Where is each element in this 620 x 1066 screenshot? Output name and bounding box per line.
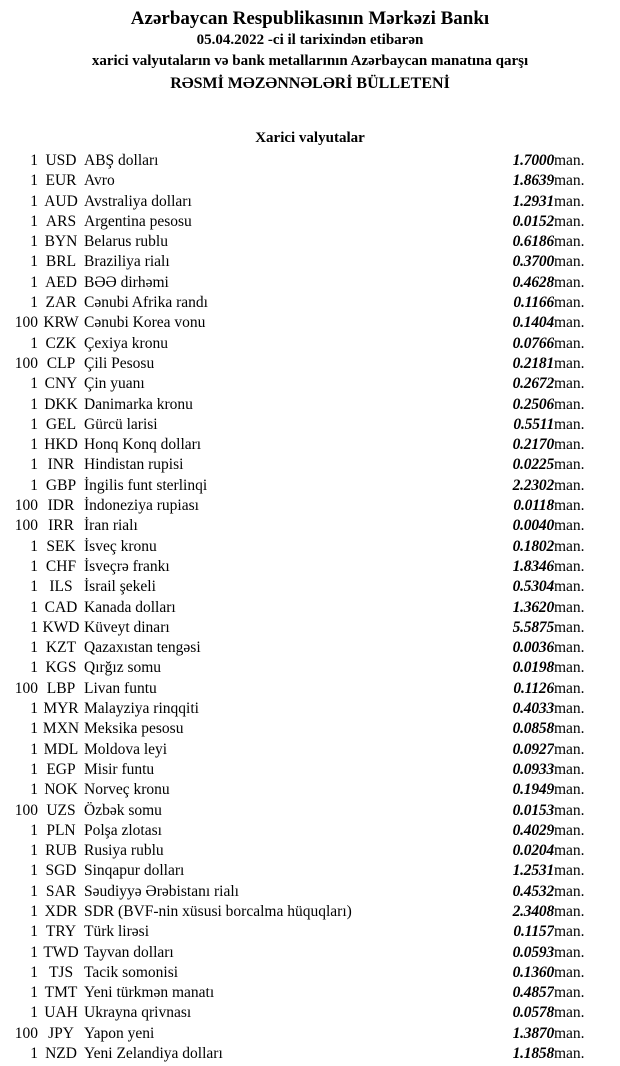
rate-value-cell: 0.4857 <box>512 984 554 1002</box>
currency-name-cell: BƏƏ dirhəmi <box>84 273 169 291</box>
quantity-cell: 100 <box>14 517 38 535</box>
currency-name-cell: Braziliya rialı <box>84 253 170 271</box>
currency-code-cell: INR <box>47 456 75 474</box>
currency-name-cell: Polşa zlotası <box>84 821 162 839</box>
unit-label-cell: man. <box>554 760 585 778</box>
quantity-cell: 1 <box>30 720 38 738</box>
quantity-cell: 1 <box>30 456 38 474</box>
rate-value-cell: 0.0153 <box>512 801 554 819</box>
quantity-cell: 1 <box>30 740 38 758</box>
quantity-cell: 100 <box>14 801 38 819</box>
quantity-cell: 1 <box>30 212 38 230</box>
exchange-rate-row <box>0 171 620 191</box>
currency-code-cell: CNY <box>44 375 78 393</box>
unit-label-cell: man. <box>554 152 585 169</box>
unit-label-cell: man. <box>554 354 585 372</box>
rate-value-cell: 1.7000 <box>512 152 554 169</box>
currency-code-cell: MDL <box>43 740 79 758</box>
unit-label-cell: man. <box>554 314 585 332</box>
bank-name-title: Azərbaycan Respublikasının Mərkəzi Bankı <box>130 8 490 29</box>
currency-name-cell: Livan funtu <box>84 679 157 697</box>
rate-value-cell: 1.3870 <box>512 1024 554 1042</box>
rate-value-cell: 0.0198 <box>512 659 554 677</box>
unit-label-cell: man. <box>554 720 585 738</box>
exchange-rate-row <box>0 658 620 678</box>
exchange-rate-row <box>0 1044 620 1064</box>
currency-name-cell: Danimarka kronu <box>84 395 193 413</box>
currency-name-cell: Qazaxıstan tengəsi <box>84 639 201 657</box>
unit-label-cell: man. <box>554 740 585 758</box>
currency-name-cell: İngilis funt sterlinqi <box>84 476 208 494</box>
exchange-rate-row <box>0 577 620 597</box>
currency-name-cell: Gürcü larisi <box>84 415 158 433</box>
rate-value-cell: 0.0927 <box>512 740 554 758</box>
rate-value-cell: 2.3408 <box>512 902 554 920</box>
exchange-rate-row <box>0 212 620 232</box>
bulletin-subtitle: xarici valyutaların və bank metallarının Azərbaycan manatına qarşı <box>91 53 529 69</box>
currency-code-cell: DKK <box>44 395 78 413</box>
currency-name-cell: Yeni Zelandiya dolları <box>84 1045 223 1063</box>
rate-value-cell: 1.3620 <box>512 598 554 616</box>
unit-label-cell: man. <box>554 801 585 819</box>
currency-code-cell: SEK <box>46 537 76 555</box>
rate-value-cell: 0.4029 <box>512 821 554 839</box>
quantity-cell: 1 <box>30 476 38 494</box>
currency-name-cell: Meksika pesosu <box>84 720 184 738</box>
unit-label-cell: man. <box>554 1024 585 1042</box>
currency-code-cell: CAD <box>44 598 78 616</box>
exchange-rate-row <box>0 313 620 333</box>
rate-value-cell: 0.1949 <box>512 781 554 799</box>
currency-name-cell: İndoneziya rupiası <box>84 497 199 515</box>
rate-value-cell: 0.4628 <box>512 273 554 291</box>
rate-value-cell: 0.0152 <box>512 212 554 230</box>
unit-label-cell: man. <box>554 821 585 839</box>
currency-name-cell: Qırğız somu <box>84 659 162 677</box>
exchange-rate-row <box>0 679 620 699</box>
currency-name-cell: Yeni türkmən manatı <box>84 984 215 1002</box>
currency-code-cell: LBP <box>46 679 76 697</box>
bulletin-title: RƏSMİ MƏZƏNNƏLƏRİ BÜLLETENİ <box>170 75 450 92</box>
unit-label-cell: man. <box>554 476 585 494</box>
unit-label-cell: man. <box>554 659 585 677</box>
unit-label-cell: man. <box>554 294 585 312</box>
currency-code-cell: TRY <box>45 923 77 941</box>
exchange-rate-row <box>0 537 620 557</box>
unit-label-cell: man. <box>554 334 585 352</box>
unit-label-cell: man. <box>554 700 585 718</box>
exchange-rate-row <box>0 516 620 536</box>
quantity-cell: 1 <box>30 334 38 352</box>
currency-name-cell: Ukrayna qrivnası <box>84 1004 192 1022</box>
quantity-cell: 1 <box>30 436 38 454</box>
rate-value-cell: 1.1858 <box>512 1045 554 1063</box>
currency-code-cell: ZAR <box>45 294 77 312</box>
unit-label-cell: man. <box>554 395 585 413</box>
currency-name-cell: Tayvan dolları <box>84 943 174 961</box>
unit-label-cell: man. <box>554 557 585 575</box>
quantity-cell: 1 <box>30 375 38 393</box>
currency-code-cell: TJS <box>48 963 74 981</box>
exchange-rates-table <box>0 151 620 1064</box>
currency-name-cell: Kanada dolları <box>84 598 176 616</box>
quantity-cell: 1 <box>30 395 38 413</box>
exchange-rate-row <box>0 943 620 963</box>
currency-code-cell: CLP <box>46 354 76 372</box>
currency-code-cell: BRL <box>45 253 77 271</box>
quantity-cell: 1 <box>30 781 38 799</box>
currency-code-cell: MXN <box>42 720 80 738</box>
currency-name-cell: Küveyt dinarı <box>84 618 170 636</box>
exchange-rates-table-body <box>0 151 620 1064</box>
currency-code-cell: TWD <box>43 943 79 961</box>
exchange-rate-row <box>0 293 620 313</box>
quantity-cell: 1 <box>30 923 38 941</box>
exchange-rate-row <box>0 598 620 618</box>
quantity-cell: 1 <box>30 273 38 291</box>
currency-code-cell: BYN <box>44 233 78 251</box>
currency-code-cell: JPY <box>48 1024 74 1042</box>
exchange-rate-row <box>0 334 620 354</box>
currency-code-cell: AUD <box>44 192 78 210</box>
unit-label-cell: man. <box>554 923 585 941</box>
exchange-rate-row <box>0 374 620 394</box>
exchange-rate-row <box>0 232 620 252</box>
quantity-cell: 1 <box>30 943 38 961</box>
unit-label-cell: man. <box>554 781 585 799</box>
currency-code-cell: RUB <box>45 842 77 860</box>
rate-value-cell: 0.2672 <box>512 375 554 393</box>
quantity-cell: 1 <box>30 842 38 860</box>
currency-code-cell: TMT <box>44 984 78 1002</box>
unit-label-cell: man. <box>554 902 585 920</box>
currency-name-cell: Yapon yeni <box>84 1024 155 1042</box>
rate-value-cell: 1.2531 <box>512 862 554 880</box>
quantity-cell: 1 <box>30 557 38 575</box>
unit-label-cell: man. <box>554 963 585 981</box>
currency-name-cell: Argentina pesosu <box>84 212 192 230</box>
currency-code-cell: ILS <box>49 578 73 596</box>
rate-value-cell: 0.5304 <box>512 578 554 596</box>
unit-label-cell: man. <box>554 578 585 596</box>
quantity-cell: 100 <box>14 497 38 515</box>
currency-code-cell: USD <box>45 152 77 169</box>
currency-code-cell: EGP <box>46 760 76 778</box>
currency-name-cell: Misir funtu <box>84 760 155 778</box>
rate-value-cell: 0.1404 <box>512 314 554 332</box>
quantity-cell: 1 <box>30 862 38 880</box>
rate-value-cell: 0.0858 <box>512 720 554 738</box>
exchange-rate-row <box>0 882 620 902</box>
unit-label-cell: man. <box>554 943 585 961</box>
rate-value-cell: 0.2506 <box>512 395 554 413</box>
bulletin-header <box>0 0 620 95</box>
quantity-cell: 100 <box>14 354 38 372</box>
exchange-rate-row <box>0 719 620 739</box>
currency-code-cell: IDR <box>47 497 75 515</box>
exchange-rate-row <box>0 557 620 577</box>
currency-name-cell: Cənubi Korea vonu <box>84 314 206 332</box>
currency-code-cell: CZK <box>45 334 77 352</box>
rate-value-cell: 0.2170 <box>512 436 554 454</box>
currency-name-cell: Rusiya rublu <box>84 842 164 860</box>
unit-label-cell: man. <box>554 984 585 1002</box>
unit-label-cell: man. <box>554 1045 585 1063</box>
currency-code-cell: GBP <box>45 476 77 494</box>
exchange-rate-row <box>0 252 620 272</box>
quantity-cell: 1 <box>30 882 38 900</box>
currency-code-cell: SAR <box>45 882 77 900</box>
exchange-rate-row <box>0 821 620 841</box>
quantity-cell: 1 <box>30 1004 38 1022</box>
exchange-rate-row <box>0 455 620 475</box>
exchange-rate-row <box>0 983 620 1003</box>
exchange-rate-row <box>0 415 620 435</box>
exchange-rate-row <box>0 273 620 293</box>
rate-value-cell: 0.1157 <box>513 923 554 941</box>
exchange-rate-row <box>0 841 620 861</box>
rate-value-cell: 0.1126 <box>513 679 554 697</box>
exchange-rate-row <box>0 922 620 942</box>
rate-value-cell: 0.0118 <box>513 497 554 515</box>
exchange-rate-row <box>0 354 620 374</box>
unit-label-cell: man. <box>554 415 585 433</box>
quantity-cell: 1 <box>30 984 38 1002</box>
quantity-cell: 1 <box>30 172 38 190</box>
currency-name-cell: Norveç kronu <box>84 781 170 799</box>
quantity-cell: 1 <box>30 415 38 433</box>
currency-code-cell: SGD <box>45 862 77 880</box>
unit-label-cell: man. <box>554 598 585 616</box>
currency-name-cell: Hindistan rupisi <box>84 456 184 474</box>
currency-code-cell: NZD <box>45 1045 77 1063</box>
unit-label-cell: man. <box>554 537 585 555</box>
exchange-rate-row <box>0 618 620 638</box>
quantity-cell: 1 <box>30 618 38 636</box>
unit-label-cell: man. <box>554 862 585 880</box>
currency-name-cell: Avstraliya dolları <box>84 192 192 210</box>
rate-value-cell: 1.8346 <box>512 557 554 575</box>
currency-name-cell: İsveç kronu <box>84 537 157 555</box>
unit-label-cell: man. <box>554 172 585 190</box>
section-title-foreign-currencies: Xarici valyutalar <box>255 130 365 146</box>
currency-name-cell: Tacik somonisi <box>84 963 179 981</box>
currency-name-cell: Avro <box>84 172 115 190</box>
unit-label-cell: man. <box>554 882 585 900</box>
currency-name-cell: Malayziya rinqqiti <box>84 700 199 718</box>
unit-label-cell: man. <box>554 375 585 393</box>
currency-name-cell: SDR (BVF-nin xüsusi borcalma hüquqları) <box>84 902 352 920</box>
rate-value-cell: 0.0593 <box>512 943 554 961</box>
unit-label-cell: man. <box>554 233 585 251</box>
unit-label-cell: man. <box>554 842 585 860</box>
quantity-cell: 1 <box>30 963 38 981</box>
unit-label-cell: man. <box>554 497 585 515</box>
rate-value-cell: 0.4532 <box>512 882 554 900</box>
currency-name-cell: İran rialı <box>84 517 138 535</box>
exchange-rate-row <box>0 699 620 719</box>
rate-value-cell: 0.0036 <box>512 639 554 657</box>
currency-code-cell: ARS <box>45 212 77 230</box>
quantity-cell: 1 <box>30 760 38 778</box>
rate-value-cell: 0.0225 <box>512 456 554 474</box>
currency-name-cell: Səudiyyə Ərəbistanı rialı <box>84 882 239 900</box>
rate-value-cell: 1.8639 <box>512 172 554 190</box>
currency-code-cell: PLN <box>46 821 76 839</box>
exchange-rate-row <box>0 435 620 455</box>
unit-label-cell: man. <box>554 192 585 210</box>
rate-value-cell: 1.2931 <box>512 192 554 210</box>
rate-value-cell: 0.0578 <box>512 1004 554 1022</box>
exchange-rate-row <box>0 1024 620 1044</box>
currency-code-cell: KRW <box>43 314 79 332</box>
quantity-cell: 1 <box>30 294 38 312</box>
exchange-rate-row <box>0 476 620 496</box>
rate-value-cell: 0.5511 <box>513 415 554 433</box>
rate-value-cell: 0.1166 <box>513 294 554 312</box>
currency-code-cell: HKD <box>44 436 78 454</box>
quantity-cell: 100 <box>14 1024 38 1042</box>
exchange-rate-row <box>0 638 620 658</box>
quantity-cell: 1 <box>30 902 38 920</box>
exchange-rate-row <box>0 801 620 821</box>
quantity-cell: 100 <box>14 314 38 332</box>
currency-code-cell: CHF <box>45 557 77 575</box>
currency-name-cell: Çexiya kronu <box>84 334 168 352</box>
currency-code-cell: IRR <box>48 517 74 535</box>
exchange-rate-row <box>0 151 620 171</box>
rate-value-cell: 0.1802 <box>512 537 554 555</box>
currency-code-cell: KZT <box>45 639 77 657</box>
rate-value-cell: 5.5875 <box>512 618 554 636</box>
quantity-cell: 1 <box>30 537 38 555</box>
currency-name-cell: İsrail şekeli <box>84 578 156 596</box>
rate-value-cell: 0.6186 <box>512 233 554 251</box>
exchange-rate-row <box>0 780 620 800</box>
exchange-rate-row <box>0 861 620 881</box>
quantity-cell: 1 <box>30 1045 38 1063</box>
currency-name-cell: Çin yuanı <box>84 375 145 393</box>
exchange-rate-row <box>0 496 620 516</box>
quantity-cell: 1 <box>30 192 38 210</box>
quantity-cell: 1 <box>30 639 38 657</box>
currency-name-cell: Honq Konq dolları <box>84 436 202 454</box>
rate-value-cell: 0.0933 <box>512 760 554 778</box>
quantity-cell: 1 <box>30 598 38 616</box>
rate-value-cell: 0.0204 <box>512 842 554 860</box>
currency-name-cell: Belarus rublu <box>84 233 168 251</box>
currency-name-cell: İsveçrə frankı <box>84 557 170 575</box>
effective-date-line: 05.04.2022 -ci il tarixindən etibarən <box>196 32 424 48</box>
rate-value-cell: 0.2181 <box>512 354 554 372</box>
quantity-cell: 1 <box>30 233 38 251</box>
rate-value-cell: 0.4033 <box>512 700 554 718</box>
currency-code-cell: EUR <box>45 172 77 190</box>
quantity-cell: 1 <box>30 152 38 169</box>
currency-code-cell: UAH <box>44 1004 78 1022</box>
currency-code-cell: XDR <box>44 902 78 920</box>
exchange-rate-row <box>0 192 620 212</box>
unit-label-cell: man. <box>554 253 585 271</box>
exchange-rate-row <box>0 740 620 760</box>
rate-value-cell: 2.2302 <box>512 476 554 494</box>
unit-label-cell: man. <box>554 1004 585 1022</box>
currency-code-cell: AED <box>45 273 77 291</box>
unit-label-cell: man. <box>554 517 585 535</box>
exchange-rate-row <box>0 1003 620 1023</box>
rate-value-cell: 0.0766 <box>512 334 554 352</box>
currency-name-cell: Moldova leyi <box>84 740 168 758</box>
currency-name-cell: Özbək somu <box>84 801 162 819</box>
currency-name-cell: Sinqapur dolları <box>84 862 185 880</box>
currency-code-cell: KGS <box>45 659 77 677</box>
quantity-cell: 100 <box>14 679 38 697</box>
currency-code-cell: NOK <box>44 781 78 799</box>
quantity-cell: 1 <box>30 253 38 271</box>
exchange-rate-row <box>0 902 620 922</box>
quantity-cell: 1 <box>30 700 38 718</box>
rate-value-cell: 0.1360 <box>512 963 554 981</box>
currency-name-cell: Cənubi Afrika randı <box>84 294 208 312</box>
unit-label-cell: man. <box>554 456 585 474</box>
unit-label-cell: man. <box>554 273 585 291</box>
currency-code-cell: MYR <box>43 700 79 718</box>
currency-name-cell: Çili Pesosu <box>84 354 155 372</box>
unit-label-cell: man. <box>554 639 585 657</box>
unit-label-cell: man. <box>554 436 585 454</box>
currency-code-cell: KWD <box>42 618 80 636</box>
unit-label-cell: man. <box>554 212 585 230</box>
currency-name-cell: Türk lirəsi <box>84 923 149 941</box>
currency-code-cell: UZS <box>46 801 76 819</box>
currency-code-cell: GEL <box>45 415 77 433</box>
exchange-rate-row <box>0 760 620 780</box>
quantity-cell: 1 <box>30 659 38 677</box>
rate-value-cell: 0.0040 <box>512 517 554 535</box>
quantity-cell: 1 <box>30 578 38 596</box>
rate-value-cell: 0.3700 <box>512 253 554 271</box>
exchange-rate-row <box>0 963 620 983</box>
unit-label-cell: man. <box>554 679 585 697</box>
quantity-cell: 1 <box>30 821 38 839</box>
exchange-rate-row <box>0 395 620 415</box>
currency-name-cell: ABŞ dolları <box>84 152 159 169</box>
unit-label-cell: man. <box>554 618 585 636</box>
